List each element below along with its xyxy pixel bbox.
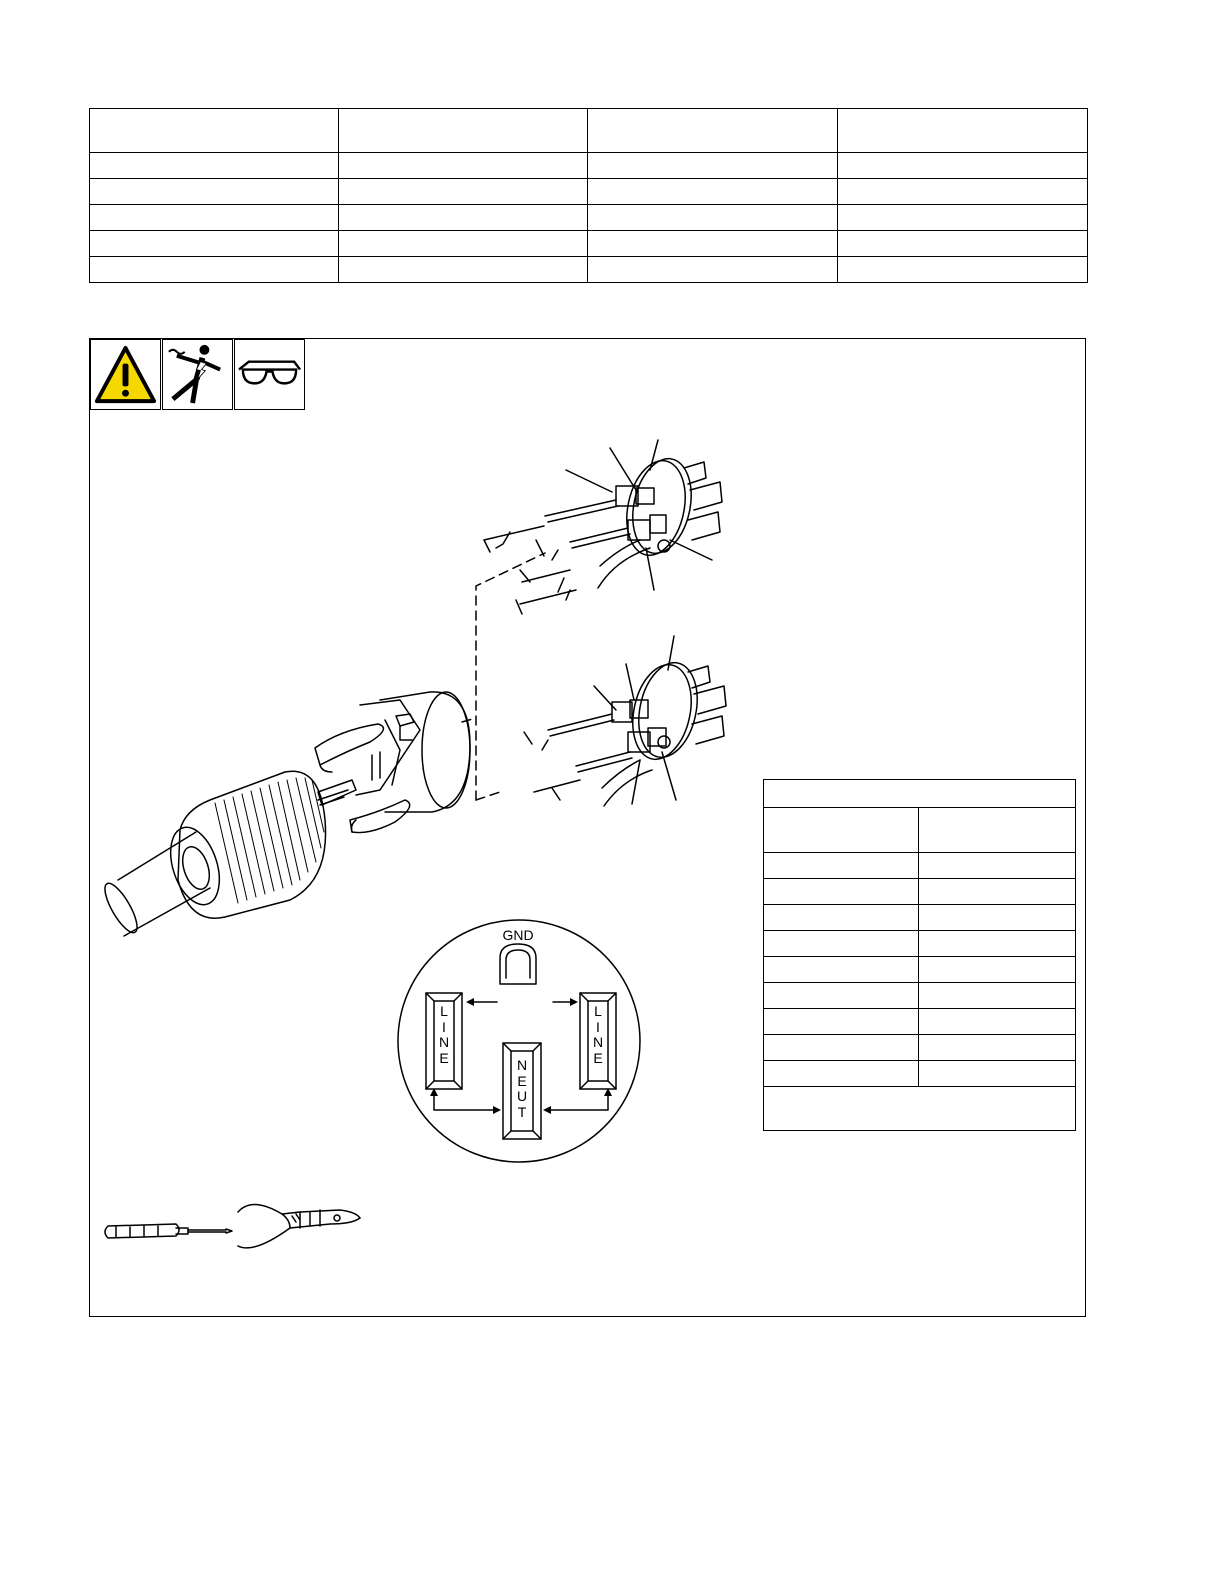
line-right-label: LINE	[592, 1003, 604, 1066]
table-row	[90, 153, 1088, 179]
side-table-title-row	[764, 780, 1076, 808]
table-row	[764, 1035, 1076, 1061]
table-row	[764, 879, 1076, 905]
electric-shock-icon	[162, 339, 233, 410]
side-table	[763, 779, 1076, 1131]
top-table	[89, 108, 1088, 283]
side-table-footer-row	[764, 1087, 1076, 1131]
safety-glasses-icon	[234, 339, 305, 410]
table-row	[90, 231, 1088, 257]
table-row	[90, 257, 1088, 283]
neutral-label: NEUT	[516, 1057, 528, 1120]
table-row	[764, 905, 1076, 931]
table-row	[90, 179, 1088, 205]
table-row	[764, 1009, 1076, 1035]
table-row	[764, 1061, 1076, 1087]
table-row	[764, 983, 1076, 1009]
table-row	[90, 205, 1088, 231]
table-header-row	[90, 109, 1088, 153]
warning-triangle-icon	[90, 339, 161, 410]
side-table-header-row	[764, 808, 1076, 853]
table-row	[764, 853, 1076, 879]
table-row	[764, 931, 1076, 957]
gnd-label: GND	[502, 927, 534, 943]
table-row	[764, 957, 1076, 983]
line-left-label: LINE	[438, 1003, 450, 1066]
